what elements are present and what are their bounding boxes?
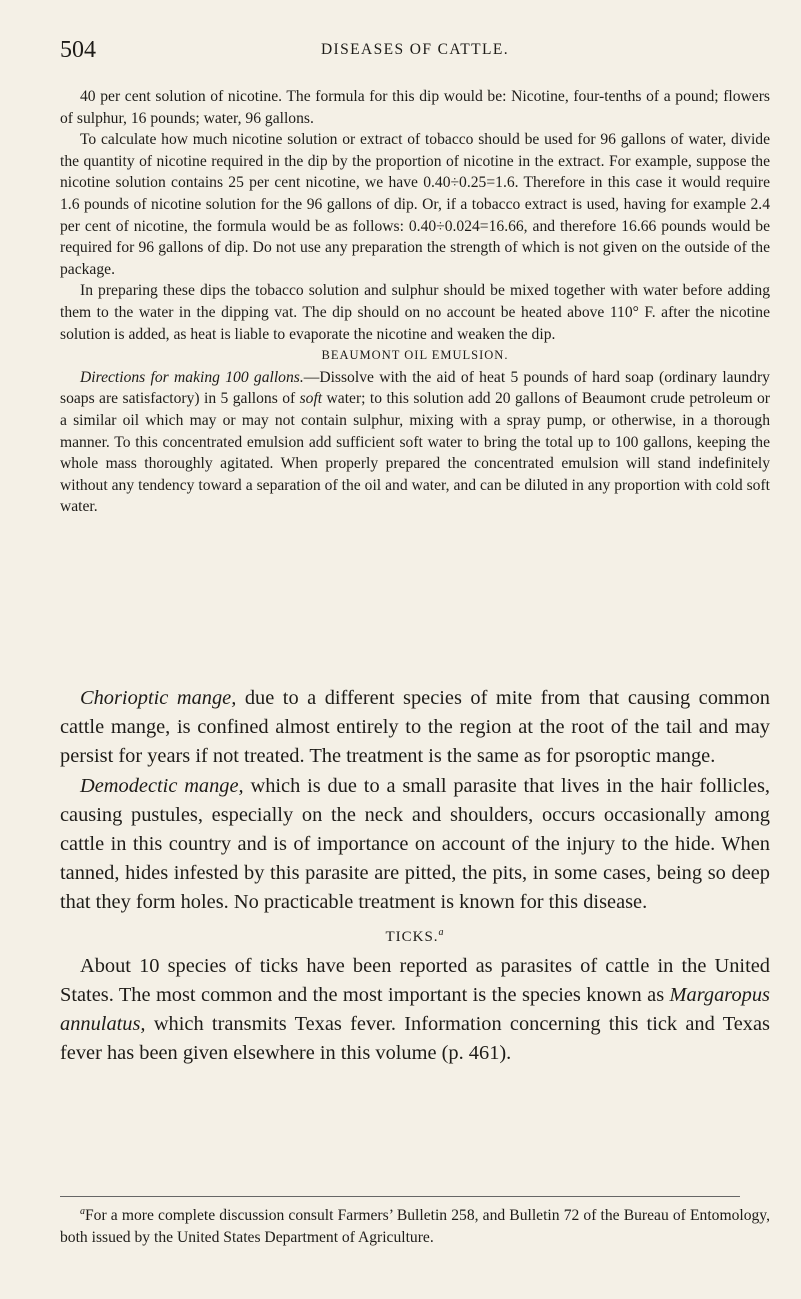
species-name: Margaropus annulatus, bbox=[60, 984, 770, 1036]
directions-text-cont: water; to this solution add 20 gallons of Beaumont crude petroleum or a similar oil which may or may not contain sulphur, mixing with a spray pump, or otherwise, in a thorough manner. To this concentrated emulsion add sufficient soft water to bring the total up to 100 gallons, keeping the whole mass thoroughly agitated. When properly prepared the concentrated emulsion will stand indefinitely without any tendency toward a separation of the oil and water, and can be diluted in any proportion with cold soft water. bbox=[60, 390, 770, 516]
demodectic-text: which is due to a small parasite that lives in the hair follicles, causing pustules, especially on the neck and shoulders, occurs occasionally among cattle in this country and is of importance on account of the injury to the hide. When tanned, hides infested by this parasite are pitted, the pits, in some cases, being so deep that they form holes. No practicable treatment is known for this disease. bbox=[60, 774, 770, 914]
ticks-text-a: About 10 species of ticks have been reported as parasites of cattle in the United States. The most common and the most important is the species known as bbox=[60, 954, 770, 1007]
soft-emphasis: soft bbox=[299, 390, 323, 408]
paragraph-directions bbox=[60, 367, 770, 518]
page-number: 504 bbox=[60, 37, 96, 63]
footnote bbox=[60, 1201, 770, 1248]
section-heading-beaumont: BEAUMONT OIL EMULSION. bbox=[321, 348, 509, 363]
demodectic-term: Demodectic mange, bbox=[80, 774, 244, 797]
footnote-text: For a more complete discussion consult Farmers’ Bulletin 258, and Bulletin 72 of the Bureau of Entomology, both issued by the United States Department of Agriculture. bbox=[60, 1207, 770, 1246]
page-header bbox=[60, 37, 770, 63]
directions-title: Directions for making 100 gallons. bbox=[80, 368, 304, 386]
section-heading-ticks bbox=[60, 918, 770, 952]
footnote-marker: a bbox=[80, 1206, 85, 1217]
chorioptic-text: due to a different species of mite from that causing common cattle mange, is confined almost entirely to the region at the root of the tail and may persist for years if not treated. The treatment is the same as for psoroptic mange. bbox=[60, 687, 770, 768]
body-small-text bbox=[60, 86, 770, 518]
paragraph-chorioptic bbox=[60, 684, 770, 772]
ticks-text-b: which transmits Texas fever. Information concerning this tick and Texas fever has been given elsewhere in this volume (p. 461). bbox=[60, 1013, 770, 1065]
directions-text: —Dissolve with the aid of heat 5 pounds of hard soap (ordinary laundry soaps are satisfactory) in 5 gallons of bbox=[60, 368, 770, 408]
footnote-ref[interactable]: a bbox=[438, 926, 445, 938]
ticks-heading-text: TICKS. bbox=[385, 928, 439, 945]
paragraph: 40 per cent solution of nicotine. The formula for this dip would be: Nicotine, four-tenths of a pound; flowers of sulphur, 16 pounds; water, 96 gallons. bbox=[60, 88, 770, 127]
body-large-text bbox=[60, 684, 770, 1069]
paragraph: To calculate how much nicotine solution or extract of tobacco should be used for 96 gallons of water, divide the quantity of nicotine required in the dip by the proportion of nicotine in the extract. For example, suppose the nicotine solution contains 25 per cent nicotine, we have 0.40÷0.25=1.6. Therefore in this case it would require 1.6 pounds of nicotine solution for the 96 gallons of dip. Or, if a tobacco extract is used, having for example 2.4 per cent of nicotine, the formula would be as follows: 0.40÷0.024=16.66, and therefore 16.66 pounds would be required for 96 gallons of dip. Do not use any preparation the strength of which is not given on the outside of the package. bbox=[60, 131, 770, 278]
paragraph-ticks bbox=[60, 952, 770, 1069]
paragraph-demodectic bbox=[60, 772, 770, 918]
footnote-rule bbox=[60, 1196, 740, 1197]
running-head: DISEASES OF CATTLE. bbox=[320, 41, 510, 58]
paragraph: In preparing these dips the tobacco solution and sulphur should be mixed together with water before adding them to the water in the dipping vat. The dip should on no account be heated above 110° F. after the nicotine solution is added, as heat is liable to evaporate the nicotine and weaken the dip. bbox=[60, 282, 770, 343]
chorioptic-term: Chorioptic mange, bbox=[80, 687, 237, 709]
